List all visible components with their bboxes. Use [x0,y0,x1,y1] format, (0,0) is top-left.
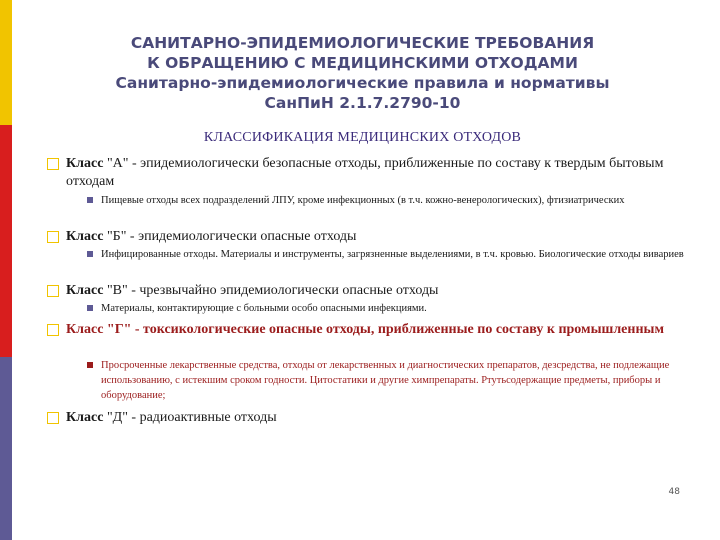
small-square-bullet-icon [87,251,93,257]
class-label: Класс [66,410,104,425]
sub-item-class-g [101,358,696,403]
sub-item-text: Просроченные лекарственные средства, отходы от лекарственных и диагностических препаратов, дезсредства, не подлежащие использованию, с истекшим сроком годности. Цитостатики и другие химпрепараты. Ртутьсодержащие предметы, приборы и оборудование; [101,360,670,401]
class-description: "Д" - радиоактивные отходы [103,410,277,425]
sub-item-text: Материалы, контактирующие с больными особо опасными инфекциями. [101,303,427,314]
square-bullet-icon [47,412,59,424]
square-bullet-icon [47,285,59,297]
small-square-bullet-icon [87,197,93,203]
square-bullet-icon [47,231,59,243]
list-item-class-g [66,321,686,339]
title-line-2: К ОБРАЩЕНИЮ С МЕДИЦИНСКИМИ ОТХОДАМИ [147,54,578,72]
list-item-class-a [66,155,686,191]
class-label: Класс [66,283,104,298]
sub-item-text: Инфицированные отходы. Материалы и инструменты, загрязненные выделениями, в т.ч. кровью. Биологические отходы вивариев [101,249,684,260]
slide-title [40,33,685,113]
list-item-class-v [66,282,686,300]
sub-item-class-b [101,247,696,262]
small-square-bullet-icon [87,305,93,311]
list-item-class-b [66,228,686,246]
title-line-4: СанПиН 2.1.7.2790-10 [264,94,461,112]
class-description: "В" - чрезвычайно эпидемиологически опасные отходы [103,283,439,298]
class-description: "А" - эпидемиологически безопасные отходы, приближенные по составу к твердым бытовым отходам [66,156,664,189]
title-line-3: Санитарно-эпидемиологические правила и нормативы [115,74,610,92]
class-label: Класс "Г" - токсикологические опасные отходы, приближенные по составу к промышленным [66,322,664,337]
accent-bar-purple [0,357,12,540]
class-label: Класс [66,229,104,244]
title-line-1: САНИТАРНО-ЭПИДЕМИОЛОГИЧЕСКИЕ ТРЕБОВАНИЯ [130,34,595,52]
list-item-class-d [66,409,686,427]
sub-item-text: Пищевые отходы всех подразделений ЛПУ, кроме инфекционных (в т.ч. кожно-венерологических), фтизиатрических [101,195,625,206]
accent-bar-red [0,125,12,357]
page-number: 48 [668,487,680,497]
small-square-bullet-icon [87,362,93,368]
accent-bar-yellow [0,0,12,125]
sub-item-class-v [101,301,696,316]
class-description: "Б" - эпидемиологически опасные отходы [103,229,357,244]
square-bullet-icon [47,324,59,336]
classification-heading: КЛАССИФИКАЦИЯ МЕДИЦИНСКИХ ОТХОДОВ [203,130,522,145]
sub-item-class-a [101,193,696,208]
class-label: Класс [66,156,104,171]
square-bullet-icon [47,158,59,170]
